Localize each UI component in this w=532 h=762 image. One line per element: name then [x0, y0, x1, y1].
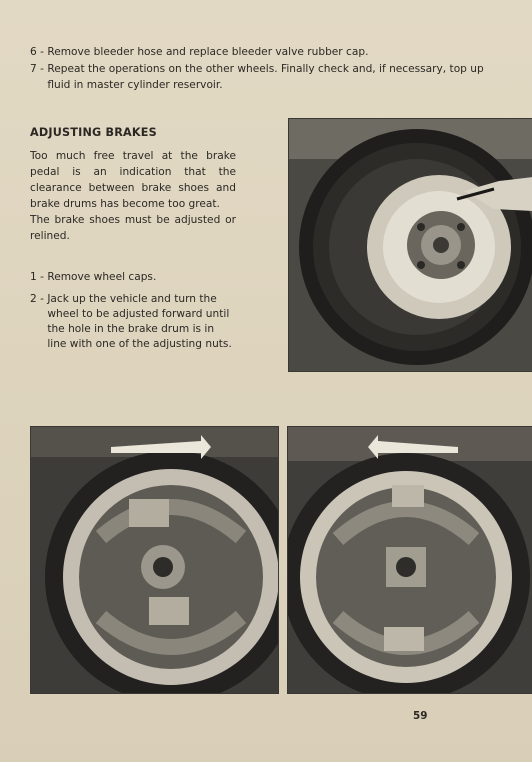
brake-shoes-left-photo [30, 426, 279, 694]
top-steps-list [30, 44, 500, 94]
step-item [30, 292, 236, 352]
step-text: Remove wheel caps. [47, 271, 157, 283]
page-number: 59 [413, 710, 428, 722]
paragraph-line: Too much free travel at the brake pedal is an indication that the clearance between brake shoes and brake drums has become too great. [30, 150, 236, 210]
brake-left-illustration [31, 427, 278, 693]
step-number: 6 - [30, 46, 48, 58]
step-number: 1 - [30, 271, 48, 283]
wheel-photo-illustration [289, 119, 532, 371]
step-text: Repeat the operations on the other wheels. Finally check and, if necessary, top up fluid in master cylinder reservoir. [47, 63, 484, 91]
step-item [30, 61, 500, 93]
paragraph-line: The brake shoes must be adjusted or relined. [30, 214, 236, 242]
step-number: 2 - [30, 293, 48, 305]
step-number: 7 - [30, 63, 48, 75]
step-text: Remove bleeder hose and replace bleeder valve rubber cap. [47, 46, 369, 58]
brake-shoes-right-photo [287, 426, 532, 694]
step-item [30, 270, 236, 285]
section-paragraph [30, 148, 236, 244]
wheel-adjustment-photo [288, 118, 532, 372]
adjust-steps-list [30, 270, 236, 359]
section-heading: ADJUSTING BRAKES [30, 126, 157, 139]
brake-right-illustration [288, 427, 532, 693]
step-text: Jack up the vehicle and turn the wheel to be adjusted forward until the hole in the brake drum is in line with one of the adjusting nuts. [47, 293, 232, 350]
step-item [30, 44, 500, 60]
